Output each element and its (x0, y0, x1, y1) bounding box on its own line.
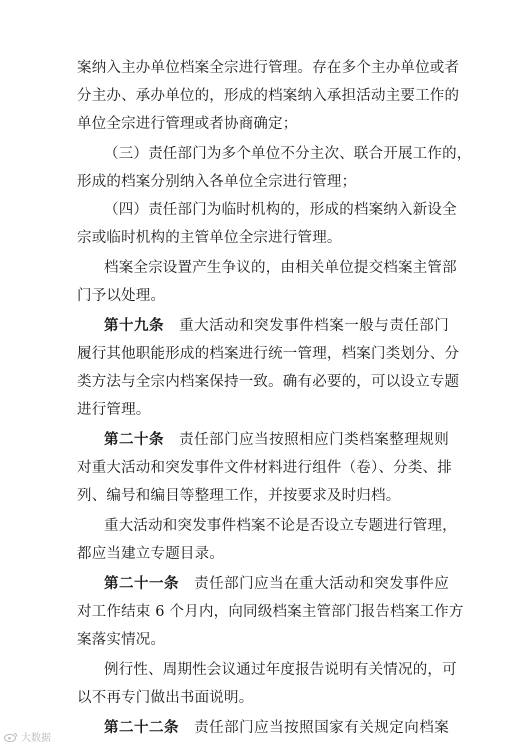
line-text: （四）责任部门为临时机构的，形成的档案纳入新设全 (104, 202, 457, 218)
line-text: 对工作结束 6 个月内，向同级档案主管部门报告档案工作方 (77, 604, 464, 620)
watermark (4, 729, 51, 744)
article-line (104, 316, 449, 336)
article-number: 第二十二条 (104, 719, 180, 736)
text-line (77, 372, 460, 392)
line-text: 都应当建立专题目录。 (77, 546, 224, 562)
text-line (77, 114, 449, 134)
line-text: 履行其他职能形成的档案进行统一管理，档案门类划分、分 (77, 346, 460, 362)
text-line (104, 200, 457, 220)
line-text: 对重大活动和突发事件文件材料进行组件（卷）、分类、排 (77, 460, 452, 476)
text-line (77, 172, 449, 192)
line-text: 单位全宗进行管理或者协商确定； (77, 116, 298, 132)
line-text: 类方法与全宗内档案保持一致。确有必要的，可以设立专题 (77, 374, 460, 390)
line-text: 以不再专门做出书面说明。 (77, 690, 254, 706)
line-text: （三）责任部门为多个单位不分主次、联合开展工作的， (104, 146, 472, 162)
text-line (77, 486, 449, 506)
text-line (77, 630, 449, 650)
line-text: 重大活动和突发事件档案一般与责任部门 (164, 318, 449, 334)
text-line (77, 58, 460, 78)
text-line (77, 86, 460, 106)
text-line (104, 144, 472, 164)
article-number: 第二十条 (104, 431, 165, 448)
text-line (77, 602, 464, 622)
line-text: 分主办、承办单位的，形成的档案纳入承担活动主要工作的 (77, 88, 460, 104)
text-line (77, 544, 449, 564)
line-text: 进行管理。 (77, 402, 151, 418)
line-text: 责任部门应当按照国家有关规定向档案 (179, 720, 450, 736)
article-line (104, 430, 449, 450)
line-text: 案纳入主办单位档案全宗进行管理。存在多个主办单位或者 (77, 60, 460, 76)
line-text: 列、编号和编目等整理工作，并按要求及时归档。 (77, 488, 401, 504)
text-line (77, 458, 452, 478)
article-line (104, 718, 449, 738)
text-line (77, 286, 449, 306)
weibo-icon (4, 732, 18, 742)
watermark-text: 大数据 (21, 733, 51, 744)
line-text: 门予以处理。 (77, 288, 166, 304)
line-text: 案落实情况。 (77, 632, 166, 648)
line-text: 责任部门应当在重大活动和突发事件应 (179, 576, 450, 592)
article-number: 第二十一条 (104, 575, 180, 592)
line-text: 重大活动和突发事件档案不论是否设立专题进行管理， (104, 518, 457, 534)
text-line (104, 258, 457, 278)
article-number: 第十九条 (104, 317, 165, 334)
text-line (104, 660, 457, 680)
text-line (104, 516, 457, 536)
text-line (77, 688, 449, 708)
text-line (77, 400, 449, 420)
article-line (104, 574, 449, 594)
line-text: 形成的档案分别纳入各单位全宗进行管理； (77, 174, 357, 190)
line-text: 例行性、周期性会议通过年度报告说明有关情况的，可 (104, 662, 457, 678)
text-line (77, 344, 460, 364)
line-text: 宗或临时机构的主管单位全宗进行管理。 (77, 230, 342, 246)
text-line (77, 228, 449, 248)
line-text: 责任部门应当按照相应门类档案整理规则 (164, 432, 449, 448)
line-text: 档案全宗设置产生争议的，由相关单位提交档案主管部 (104, 260, 457, 276)
